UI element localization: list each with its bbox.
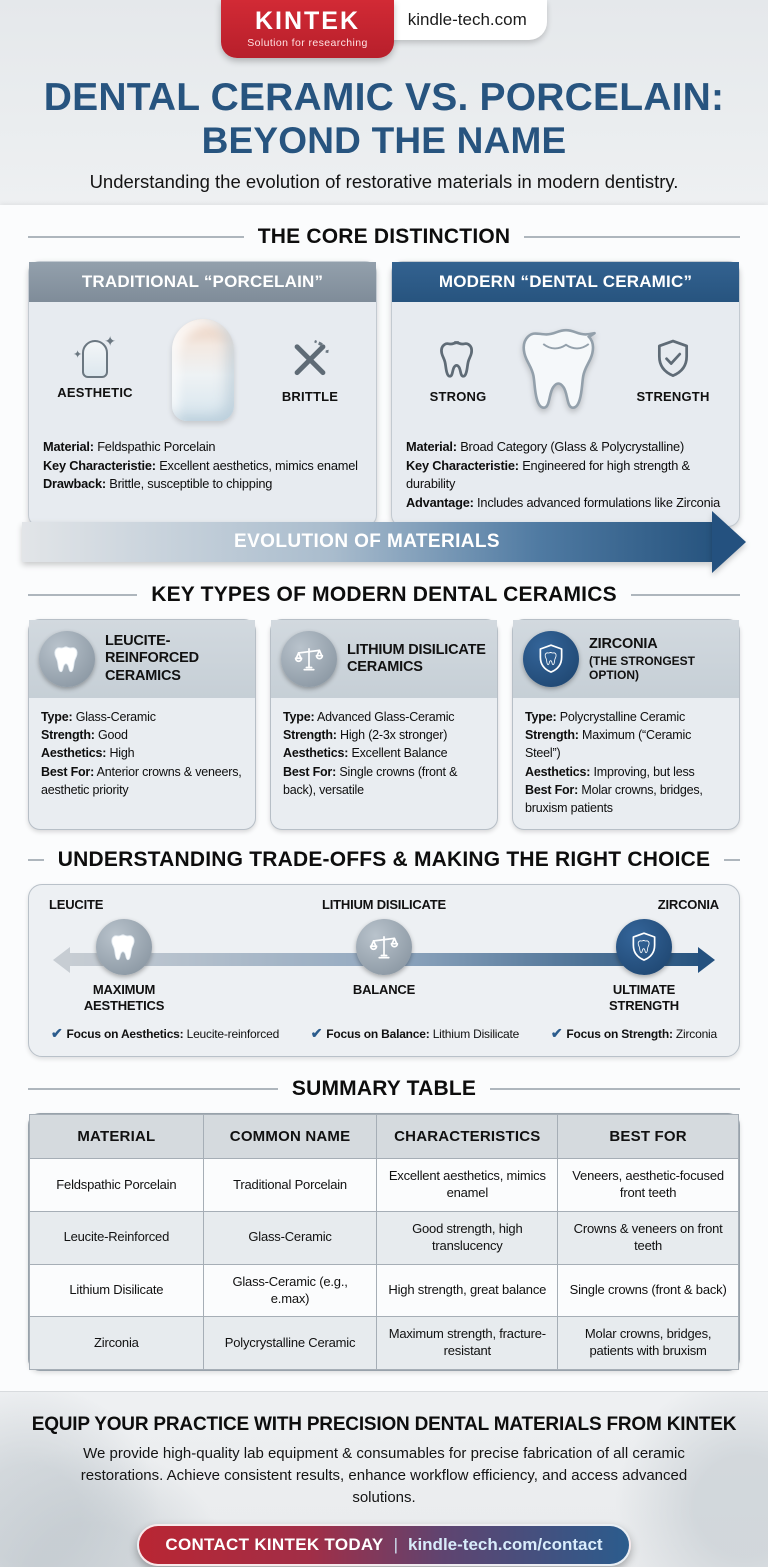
strong-icon-block (412, 336, 504, 404)
section-heading: THE CORE DISTINCTION (257, 225, 511, 248)
table-row (30, 1159, 739, 1212)
fact-label: Material: (43, 439, 94, 454)
tooth-circle-icon (39, 631, 95, 687)
table-header-cell: BEST FOR (558, 1115, 739, 1159)
tooth-outline-icon (435, 336, 481, 382)
table-row (30, 1264, 739, 1317)
footer-heading: EQUIP YOUR PRACTICE WITH PRECISION DENTAL MATERIALS FROM KINTEK (31, 1414, 737, 1436)
porcelain-card (28, 261, 377, 527)
divider-line (28, 859, 44, 861)
table-cell: Good strength, high translucency (377, 1211, 558, 1264)
scale-circle-icon (356, 919, 412, 975)
fact-label: Best For: (283, 764, 337, 779)
fact-value: Feldspathic Porcelain (97, 439, 216, 454)
spectrum-bottom-label: BALANCE (352, 981, 416, 997)
fact-value: Single crowns (front & back), versatile (283, 764, 458, 797)
check-item-balance (311, 1025, 519, 1042)
table-row (30, 1317, 739, 1370)
veneer-sparkle-icon (73, 333, 116, 378)
porcelain-facts (29, 430, 376, 508)
cracked-cross-icon (287, 336, 333, 382)
cta-divider: | (393, 1534, 398, 1554)
table-cell: Polycrystalline Ceramic (203, 1317, 377, 1370)
fact-label: Material: (406, 439, 457, 454)
fact-value: Includes advanced formulations like Zirconia (477, 494, 721, 510)
fact-value: Excellent Balance (351, 746, 448, 761)
fact-label: Aesthetics: (283, 746, 349, 761)
fact-label: Advantage: (406, 494, 474, 510)
type-card-leucite (28, 619, 256, 830)
table-cell: Leucite-Reinforced (30, 1211, 204, 1264)
fact-label: Key Characteristie: (43, 457, 156, 473)
divider-line (724, 859, 740, 861)
fact-value: Broad Category (Glass & Polycrystalline) (460, 439, 685, 454)
type-card-facts (29, 698, 255, 811)
fact-value: Brittle, susceptible to chipping (109, 476, 273, 492)
ceramic-icon-row (392, 302, 739, 430)
shield-circle-icon (616, 919, 672, 975)
section-heading: KEY TYPES OF MODERN DENTAL CERAMICS (151, 583, 617, 607)
brand-name: KINTEK (254, 7, 360, 35)
veneer-image (172, 319, 234, 421)
table-header-cell: MATERIAL (30, 1115, 204, 1159)
divider-line (524, 236, 740, 238)
fact-value: Molar crowns, bridges, bruxism patients (525, 782, 703, 815)
page-title-line1: DENTAL CERAMIC VS. PORCELAIN: (43, 76, 725, 119)
fact-value: Glass-Ceramic (75, 710, 156, 725)
fact-value: Good (98, 728, 128, 743)
brand-tagline: Solution for researching (247, 37, 368, 49)
content (0, 205, 768, 1391)
fact-value: Advanced Glass-Ceramic (317, 710, 455, 725)
check-value: Zirconia (675, 1027, 717, 1042)
table-cell: Feldspathic Porcelain (30, 1159, 204, 1212)
check-label: Focus on Balance: (326, 1027, 430, 1042)
ceramic-card (391, 261, 740, 527)
divider-line (490, 1088, 740, 1090)
type-card-title: LEUCITE-REINFORCED CERAMICS (105, 633, 199, 684)
spectrum-col-lithium (309, 897, 459, 1013)
fact-value: Maximum (“Ceramic Steel”) (525, 728, 692, 761)
molar-image (514, 314, 618, 426)
check-value: Lithium Disilicate (432, 1027, 520, 1042)
page-title-line2: BEYOND THE NAME (201, 119, 567, 161)
check-value: Leucite-reinforced (186, 1027, 280, 1042)
table-header-row (30, 1115, 739, 1159)
fact-label: Aesthetics: (525, 764, 591, 779)
spectrum-col-zirconia (569, 897, 719, 1013)
aesthetic-icon-block (49, 333, 141, 400)
type-card-facts (513, 698, 739, 829)
table-cell: Zirconia (30, 1317, 204, 1370)
fact-value: Engineered for high strength & durability (406, 457, 690, 492)
spectrum-bottom-label: ULTIMATE STRENGTH (609, 981, 679, 1013)
hero (0, 58, 768, 193)
fact-label: Type: (283, 710, 315, 725)
type-card-facts (271, 698, 497, 811)
table-cell: Molar crowns, bridges, patients with bruxism (558, 1317, 739, 1370)
page-subtitle: Understanding the evolution of restorative materials in modern dentistry. (89, 171, 679, 193)
footer-body: We provide high-quality lab equipment & consumables for precise fabrication of all ceramic restorations. Achieve consistent results, enhance workflow efficiency, and access advanced solutions. (80, 1445, 688, 1506)
fact-label: Drawback: (43, 476, 106, 492)
check-icon: ✔ (550, 1025, 563, 1042)
evolution-arrow (22, 511, 746, 573)
strength-icon-block (627, 336, 719, 404)
section-heading: UNDERSTANDING TRADE-OFFS & MAKING THE RIGHT CHOICE (57, 847, 711, 871)
table-header-cell: CHARACTERISTICS (377, 1115, 558, 1159)
divider-line (631, 594, 740, 596)
type-card-title: LITHIUM DISILICATE CERAMICS (347, 641, 486, 676)
strength-label: STRENGTH (636, 389, 710, 404)
table-cell: Veneers, aesthetic-focused front teeth (558, 1159, 739, 1212)
table-cell: Crowns & veneers on front teeth (558, 1211, 739, 1264)
fact-value: High (109, 746, 135, 761)
spectrum-bottom-label: MAXIMUM AESTHETICS (83, 981, 165, 1013)
fact-label: Strength: (41, 728, 95, 743)
header-badges (0, 0, 768, 58)
type-card-lithium (270, 619, 498, 830)
check-item-aesthetics (51, 1025, 279, 1042)
type-card-title: ZIRCONIA (589, 636, 658, 653)
fact-value: Excellent aesthetics, mimics enamel (159, 457, 358, 473)
section-title-summary (28, 1077, 740, 1101)
tooth-icon (50, 642, 84, 676)
shield-check-icon (650, 336, 696, 382)
type-card-subtitle: (THE STRONGEST OPTION) (589, 653, 696, 682)
table-cell: Single crowns (front & back) (558, 1264, 739, 1317)
table-cell: Glass-Ceramic (203, 1211, 377, 1264)
summary-table (28, 1113, 740, 1371)
divider-line (28, 1088, 278, 1090)
molar-tooth-icon (514, 314, 618, 426)
check-icon: ✔ (51, 1025, 63, 1042)
spectrum-col-leucite (49, 897, 199, 1013)
brittle-icon-block (264, 336, 356, 404)
spectrum-top-label: LITHIUM DISILICATE (322, 896, 446, 912)
brittle-label: BRITTLE (281, 389, 339, 404)
check-icon: ✔ (310, 1025, 323, 1042)
check-item-strength (551, 1025, 717, 1042)
fact-value: Polycrystalline Ceramic (559, 710, 685, 725)
website-text: kindle-tech.com (407, 10, 527, 29)
section-title-core (28, 225, 740, 249)
tradeoff-panel (28, 884, 740, 1057)
contact-cta-button[interactable] (137, 1524, 630, 1566)
fact-label: Strength: (525, 728, 579, 743)
footer-cta-section (0, 1391, 768, 1567)
page-title (0, 76, 768, 161)
fact-label: Best For: (41, 764, 95, 779)
sparkle-icon: ✦ (104, 333, 116, 349)
type-card-header (29, 620, 255, 698)
type-card-header (271, 620, 497, 698)
balance-scale-icon (292, 642, 326, 676)
spectrum-top-label: ZIRCONIA (657, 896, 719, 912)
check-label: Focus on Strength: (566, 1027, 673, 1042)
check-label: Focus on Aesthetics: (66, 1027, 184, 1042)
sparkle-icon: ✦ (73, 349, 83, 361)
table-cell: Glass-Ceramic (e.g., e.max) (203, 1264, 377, 1317)
fact-label: Best For: (525, 782, 579, 797)
table-cell: High strength, great balance (377, 1264, 558, 1317)
cta-link-text: kindle-tech.com/contact (408, 1534, 603, 1554)
fact-value: Anterior crowns & veneers, aesthetic priority (41, 764, 242, 797)
shield-tooth-icon (627, 930, 661, 964)
top-section (0, 0, 768, 205)
table-cell: Excellent aesthetics, mimics enamel (377, 1159, 558, 1212)
table-cell: Traditional Porcelain (203, 1159, 377, 1212)
arrowhead-icon (712, 511, 746, 573)
table-cell: Lithium Disilicate (30, 1264, 204, 1317)
tooth-icon (107, 930, 141, 964)
section-title-tradeoffs (28, 848, 740, 872)
porcelain-icon-row (29, 302, 376, 430)
fact-value: High (2-3x stronger) (340, 728, 448, 743)
cta-main-text: CONTACT KINTEK TODAY (165, 1534, 384, 1554)
fact-value: Improving, but less (593, 764, 695, 779)
fact-label: Type: (41, 710, 73, 725)
focus-checks (49, 1025, 719, 1042)
evolution-arrow-label: EVOLUTION OF MATERIALS (22, 522, 712, 562)
table-row (30, 1211, 739, 1264)
strong-label: STRONG (429, 389, 487, 404)
fact-label: Strength: (283, 728, 337, 743)
divider-line (28, 236, 244, 238)
fact-label: Type: (525, 710, 557, 725)
aesthetic-label: AESTHETIC (57, 385, 133, 400)
shield-circle-icon (523, 631, 579, 687)
shield-tooth-icon (534, 642, 568, 676)
balance-scale-icon (367, 930, 401, 964)
table-cell: Maximum strength, fracture-resistant (377, 1317, 558, 1370)
type-card-zirconia (512, 619, 740, 830)
fact-label: Key Characteristie: (406, 457, 519, 473)
table-header-cell: COMMON NAME (203, 1115, 377, 1159)
scale-circle-icon (281, 631, 337, 687)
kintek-logo-badge (221, 0, 394, 58)
porcelain-card-header: TRADITIONAL “PORCELAIN” (29, 262, 376, 302)
type-card-header (513, 620, 739, 698)
spectrum-top-label: LEUCITE (49, 896, 104, 912)
ceramic-card-header: MODERN “DENTAL CERAMIC” (392, 262, 739, 302)
website-badge[interactable] (384, 0, 547, 40)
divider-line (28, 594, 137, 596)
tooth-circle-icon (96, 919, 152, 975)
fact-label: Aesthetics: (41, 746, 107, 761)
section-title-key-types (28, 583, 740, 607)
section-heading: SUMMARY TABLE (291, 1077, 477, 1101)
